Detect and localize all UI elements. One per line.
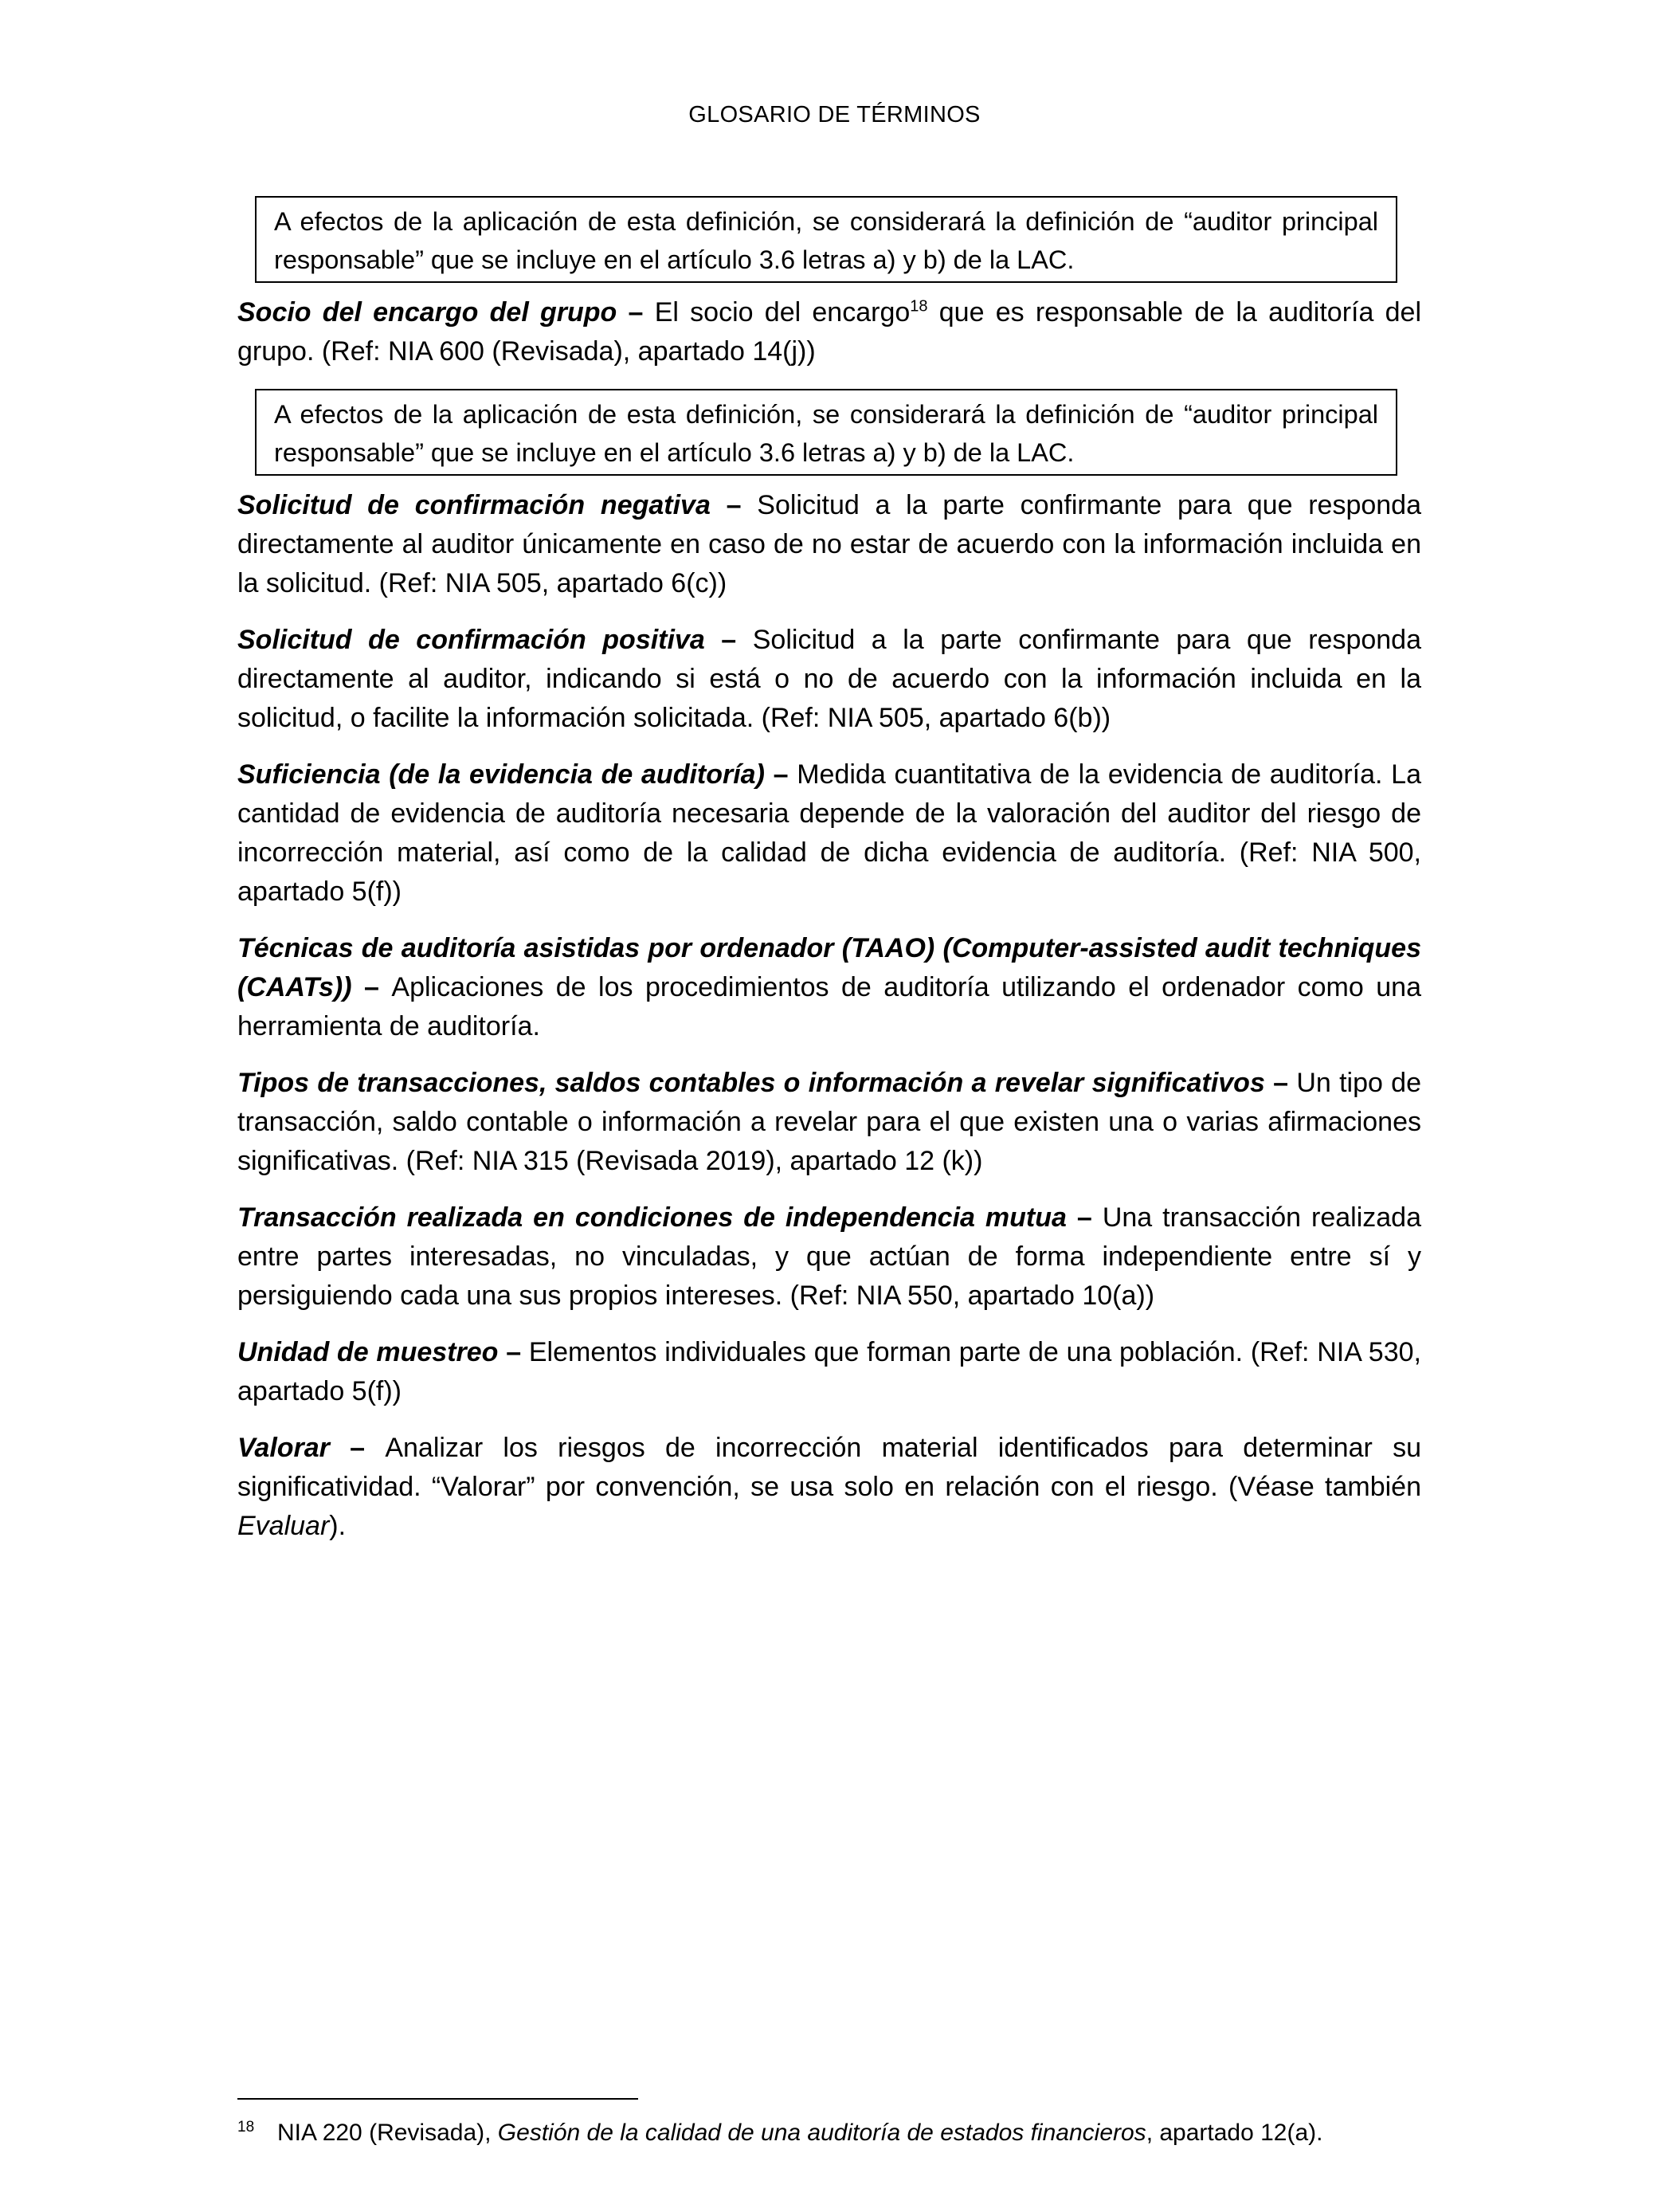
page-header xyxy=(0,102,1669,128)
entry-text: Medida cuantitativa de la evidencia de auditoría. La cantidad de evidencia de auditoría necesaria depende de la valoración del auditor del riesgo de incorrección material, así como de la calidad de dicha evidencia de auditoría. (Ref: NIA 500, apartado 5(f)) xyxy=(237,759,1421,907)
entry-term: Suficiencia (de la evidencia de auditoría) xyxy=(237,759,765,790)
entry-text: Aplicaciones de los procedimientos de auditoría utilizando el ordenador como una herramienta de auditoría. xyxy=(237,972,1421,1041)
page-title: GLOSARIO DE TÉRMINOS xyxy=(688,102,981,127)
entry-dash: – xyxy=(704,625,753,655)
glossary-entry xyxy=(237,486,1421,603)
entry-dash: – xyxy=(710,490,758,520)
glossary-entry xyxy=(237,755,1421,912)
glossary-entry xyxy=(237,1333,1421,1411)
cross-reference: Evaluar xyxy=(237,1511,330,1541)
entry-dash: – xyxy=(764,759,797,790)
glossary-entry xyxy=(237,929,1421,1046)
entry-term: Solicitud de confirmación negativa xyxy=(237,490,711,520)
note-box xyxy=(255,196,1397,283)
entry-text: ). xyxy=(329,1511,347,1541)
entry-text: Analizar los riesgos de incorrección material identificados para determinar su significatividad. “Valorar” por convención, se usa solo en relación con el riesgo. (Véase también xyxy=(237,1433,1421,1502)
footnote-reference[interactable]: 18 xyxy=(910,297,928,316)
entry-term: Unidad de muestreo xyxy=(237,1337,499,1367)
entry-dash: – xyxy=(1066,1202,1103,1233)
glossary-entry xyxy=(237,1064,1421,1181)
note-box-text: A efectos de la aplicación de esta definición, se considerará la definición de “auditor principal responsable” que se incluye en el artículo 3.6 letras a) y b) de la LAC. xyxy=(274,400,1378,467)
glossary-entry xyxy=(237,621,1421,738)
entry-dash: – xyxy=(351,972,392,1002)
footnote: 18 NIA 220 (Revisada), Gestión de la calidad de una auditoría de estados financieros, apartado 12(a). xyxy=(237,2119,1323,2146)
footnote-text: NIA 220 (Revisada), xyxy=(277,2120,498,2146)
footnote-text: , apartado 12(a). xyxy=(1146,2120,1323,2146)
entry-dash: – xyxy=(1264,1068,1297,1098)
entry-text: que es responsable de la auditoría del grupo. (Ref: NIA 600 (Revisada), apartado 14(j)) xyxy=(237,297,1421,367)
glossary-entry xyxy=(237,293,1421,371)
entry-term: Socio del encargo del grupo xyxy=(237,297,617,327)
entry-text: Solicitud a la parte confirmante para que responda directamente al auditor únicamente en caso de no estar de acuerdo con la información incluida en la solicitud. (Ref: NIA 505, apartado 6(c)) xyxy=(237,490,1421,598)
glossary-content xyxy=(237,196,1421,1563)
entry-term: Valorar xyxy=(237,1433,330,1463)
glossary-entry xyxy=(237,1429,1421,1546)
entry-dash: – xyxy=(617,297,655,327)
entry-term: Tipos de transacciones, saldos contables o información a revelar significativos xyxy=(237,1068,1265,1098)
footnote-title: Gestión de la calidad de una auditoría de estados financieros xyxy=(497,2120,1146,2146)
glossary-entry xyxy=(237,1198,1421,1316)
entry-term: Técnicas de auditoría asistidas por ordenador (TAAO) (Computer-assisted audit techniques (CAATs)) xyxy=(237,933,1421,1002)
entry-text: Elementos individuales que forman parte de una población. (Ref: NIA 530, apartado 5(f)) xyxy=(237,1337,1421,1406)
entry-text: Solicitud a la parte confirmante para que responda directamente al auditor, indicando si está o no de acuerdo con la información incluida en la solicitud, o facilite la información solicitada. (Ref: NIA 505, apartado 6(b)) xyxy=(237,625,1422,733)
entry-text: Un tipo de transacción, saldo contable o información a revelar para el que existen una o varias afirmaciones significativas. (Ref: NIA 315 (Revisada 2019), apartado 12 (k)) xyxy=(237,1068,1421,1176)
entry-text: El socio del encargo xyxy=(654,297,911,327)
entry-text: Una transacción realizada entre partes interesadas, no vinculadas, y que actúan de forma independiente entre sí y persiguiendo cada una sus propios intereses. (Ref: NIA 550, apartado 10(a)) xyxy=(237,1202,1422,1311)
footnote-separator xyxy=(237,2098,638,2100)
entry-dash: – xyxy=(329,1433,386,1463)
entry-term: Solicitud de confirmación positiva xyxy=(237,625,705,655)
note-box-text: A efectos de la aplicación de esta definición, se considerará la definición de “auditor principal responsable” que se incluye en el artículo 3.6 letras a) y b) de la LAC. xyxy=(274,207,1378,274)
note-box xyxy=(255,389,1397,476)
entry-dash: – xyxy=(498,1337,529,1367)
entry-term: Transacción realizada en condiciones de independencia mutua xyxy=(237,1202,1067,1233)
